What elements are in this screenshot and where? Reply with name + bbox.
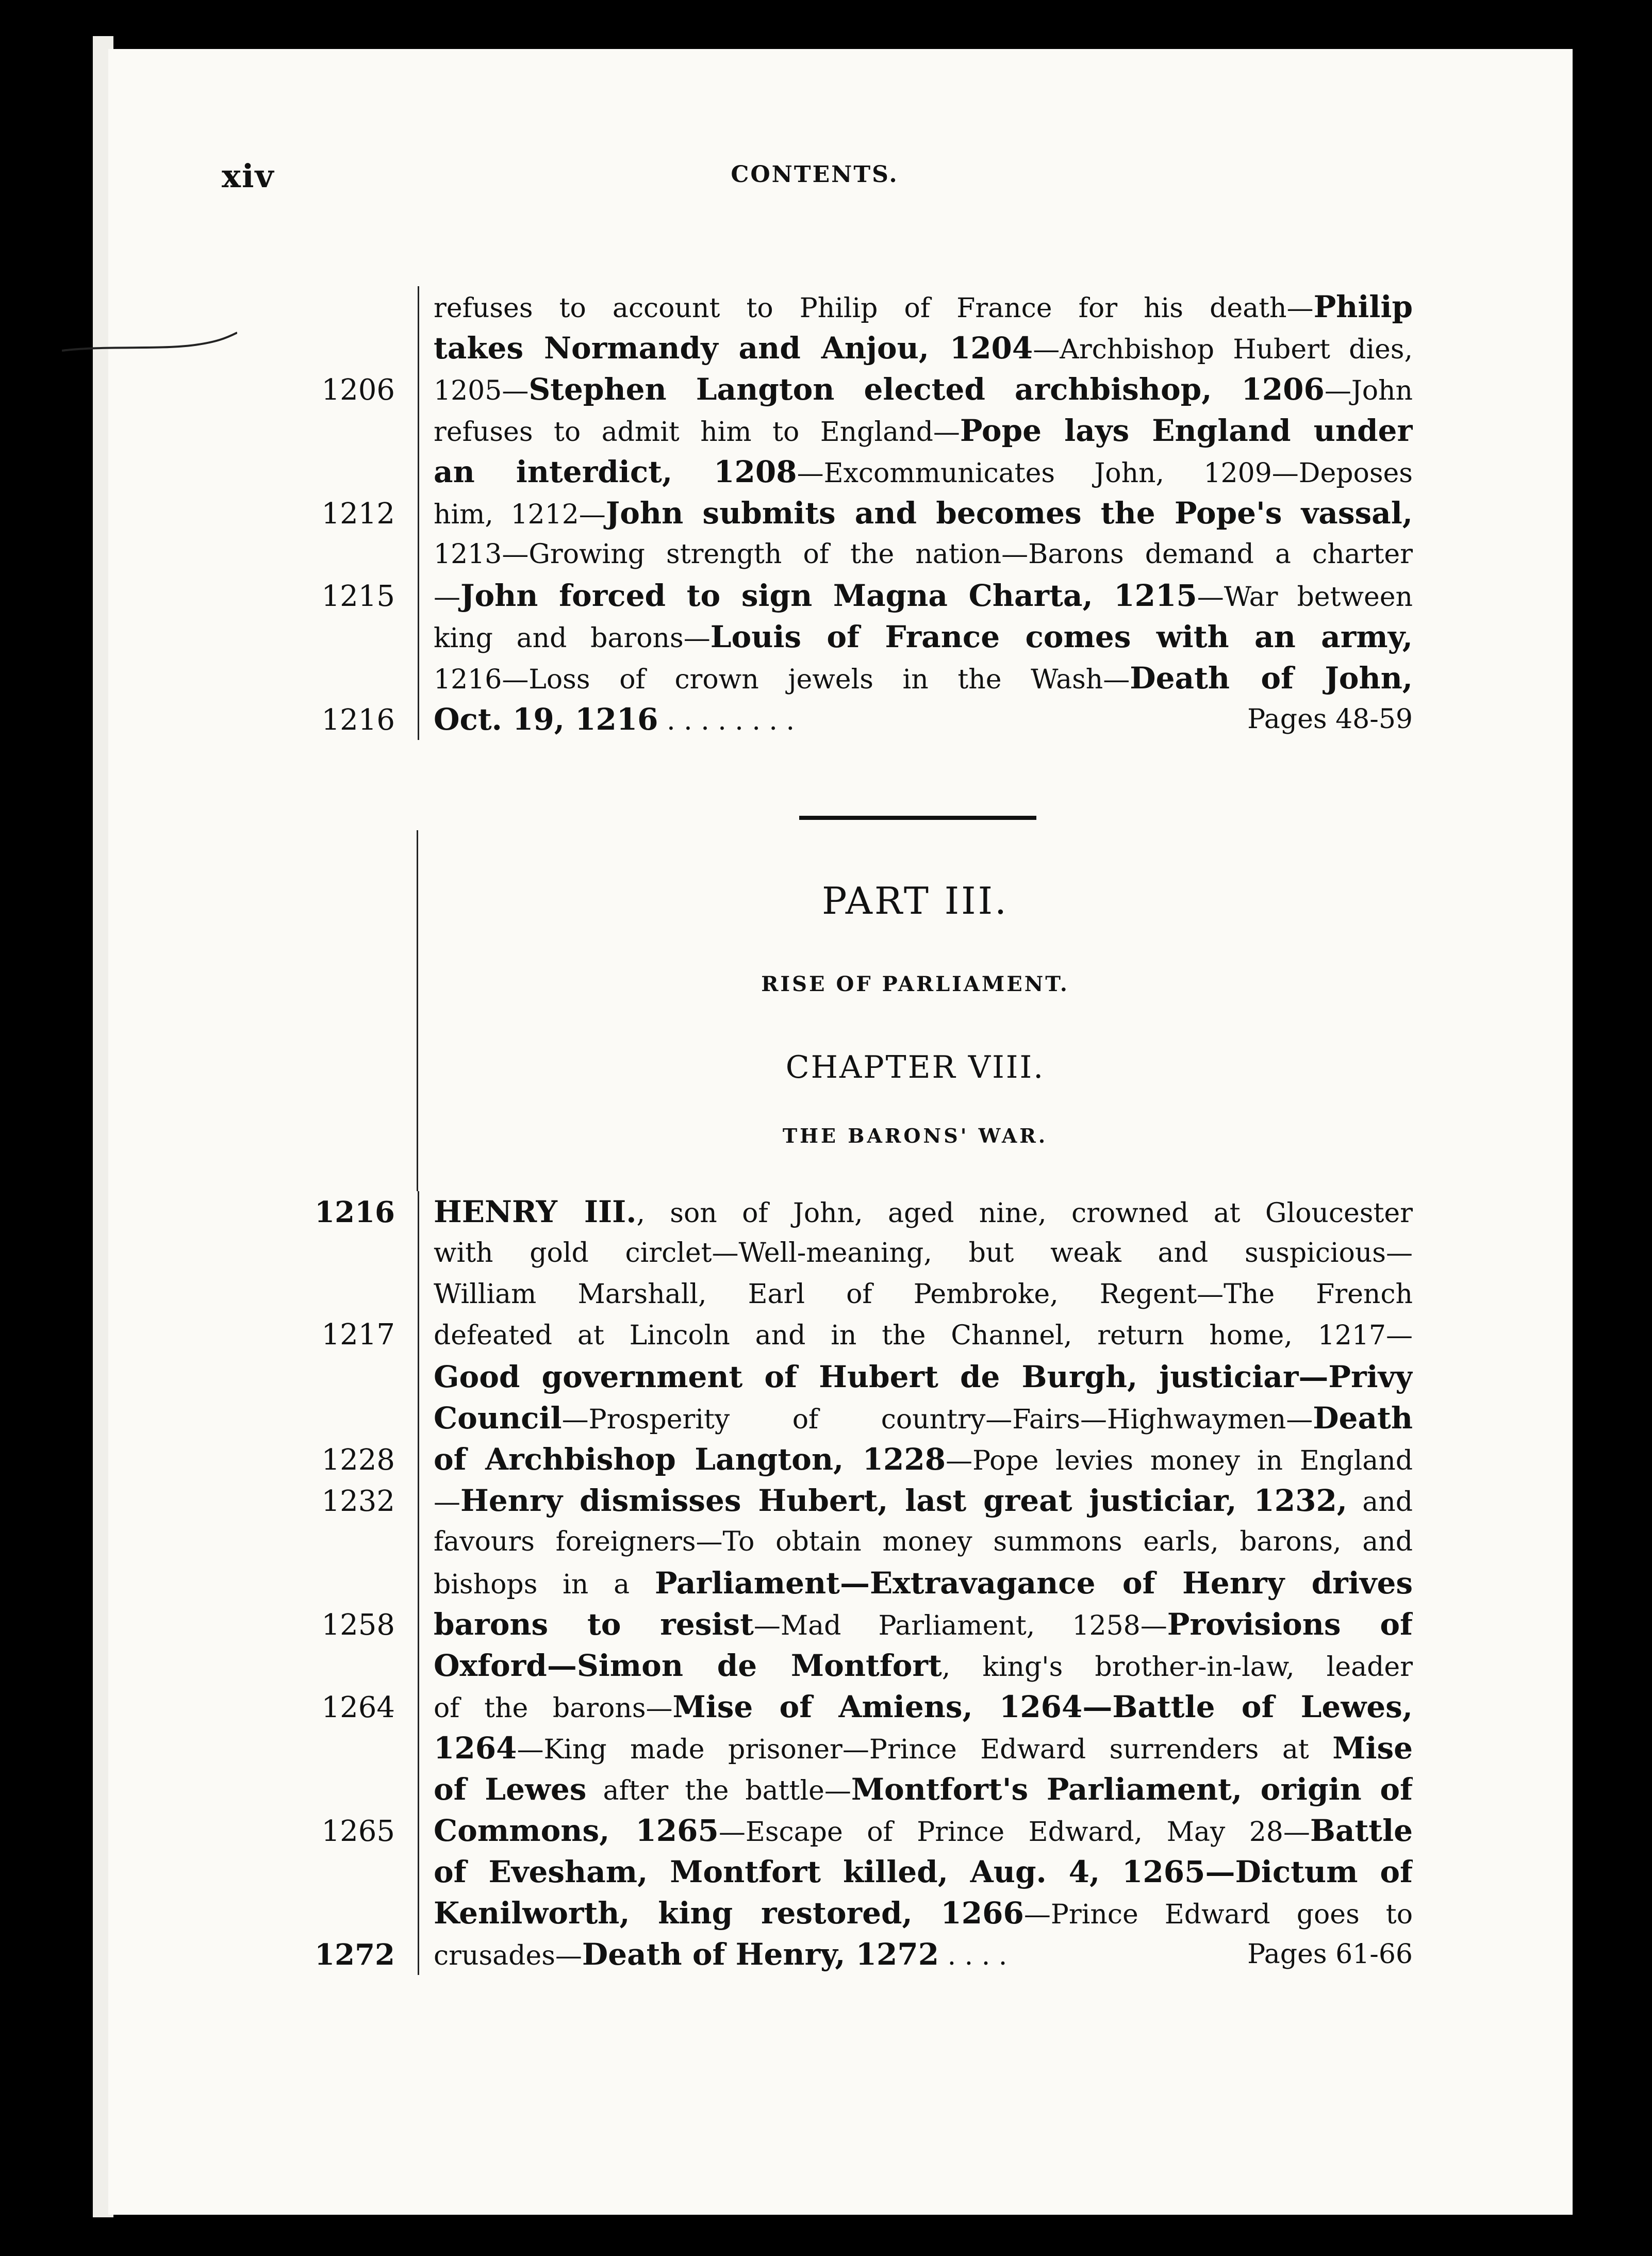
contents-row — [222, 616, 1413, 657]
bold-text: Kenilworth, king restored, 1266 — [434, 1896, 1024, 1931]
contents-row — [222, 1397, 1413, 1439]
text: — — [434, 1487, 460, 1518]
summary-line — [418, 1191, 1413, 1232]
contents-row — [222, 1315, 1413, 1356]
summary-line — [418, 1810, 1413, 1851]
page-range: Pages 61-66 — [1247, 1939, 1413, 1970]
contents-row — [222, 1727, 1413, 1769]
text: 1213—Growing strength of the nation—Barons demand a charter — [434, 539, 1413, 570]
contents-row — [222, 1521, 1413, 1562]
contents-row — [222, 327, 1413, 369]
summary-line — [418, 369, 1413, 410]
summary-line — [418, 492, 1413, 534]
contents-row — [222, 1356, 1413, 1397]
text: bishops in a — [434, 1569, 655, 1600]
summary-line — [418, 1356, 1413, 1397]
text: 1216—Loss of crown jewels in the Wash— — [434, 664, 1130, 695]
bold-text: of Evesham, Montfort killed, Aug. 4, 1265—Dictum of — [434, 1854, 1413, 1889]
page-number: xiv — [222, 157, 275, 195]
text: favours foreigners—To obtain money summons earls, barons, and — [434, 1526, 1413, 1557]
part-subtitle: RISE OF PARLIAMENT. — [761, 972, 1069, 996]
contents-row — [222, 534, 1413, 575]
summary-line — [418, 1645, 1413, 1686]
contents-row — [222, 1480, 1413, 1521]
text: , son of John, aged nine, crowned at Gloucester — [636, 1198, 1413, 1229]
contents-row — [222, 1851, 1413, 1892]
text: . . . . . . . . — [658, 705, 795, 736]
part-title: PART III. — [822, 879, 1009, 923]
margin-year: 1232 — [321, 1485, 395, 1518]
text: refuses to admit him to England— — [434, 417, 960, 448]
summary-line — [418, 286, 1413, 327]
bold-text: 1264 — [434, 1731, 517, 1766]
bold-text: Stephen Langton elected archbishop, 1206 — [528, 372, 1325, 407]
contents-row — [222, 451, 1413, 492]
summary-line — [418, 410, 1413, 451]
bold-text: HENRY III. — [434, 1194, 637, 1229]
chapter-viii-summary — [222, 1191, 1413, 1975]
page-header — [222, 157, 1408, 199]
summary-line — [418, 327, 1413, 369]
bold-text: of Archbishop Langton, 1228 — [434, 1442, 946, 1477]
text: him, 1212— — [434, 499, 606, 530]
margin-pencil-mark — [62, 330, 237, 361]
margin-year: 1215 — [321, 580, 395, 613]
bold-text: Montfort's Parliament, origin of — [851, 1772, 1413, 1807]
text: refuses to account to Philip of France for his death— — [434, 293, 1314, 324]
contents-row — [222, 1934, 1413, 1975]
bold-text: Provisions of — [1167, 1607, 1413, 1642]
summary-line — [418, 534, 1413, 575]
margin-year: 1216 — [315, 1195, 395, 1229]
bold-text: Louis of France comes with an army, — [710, 619, 1413, 654]
contents-row — [222, 1769, 1413, 1810]
margin-year: 1216 — [321, 703, 395, 737]
summary-line — [418, 1480, 1413, 1521]
margin-year: 1264 — [321, 1691, 395, 1724]
margin-year: 1265 — [321, 1815, 395, 1848]
text: after the battle— — [586, 1775, 851, 1806]
bold-text: Oct. 19, 1216 — [434, 702, 658, 737]
margin-year: 1272 — [315, 1938, 395, 1972]
text: —Archbishop Hubert dies, — [1033, 334, 1413, 365]
bold-text: Mise — [1332, 1731, 1413, 1766]
summary-line — [418, 1727, 1413, 1769]
margin-year: 1228 — [321, 1443, 395, 1477]
text: —Mad Parliament, 1258— — [753, 1610, 1167, 1641]
bold-text: Death of John, — [1130, 661, 1413, 696]
text: —John — [1324, 375, 1413, 406]
contents-row — [222, 1191, 1413, 1232]
text: —Excommunicates John, 1209—Deposes — [797, 458, 1413, 489]
summary-line — [418, 575, 1413, 616]
running-head: CONTENTS. — [731, 161, 899, 188]
summary-line — [418, 1851, 1413, 1892]
chapter-subtitle: THE BARONS' WAR. — [782, 1124, 1048, 1147]
text: —War between — [1197, 582, 1413, 613]
text: —King made prisoner—Prince Edward surrenders at — [517, 1734, 1333, 1765]
summary-line — [418, 1521, 1413, 1562]
bold-text: of Lewes — [434, 1772, 587, 1807]
chapter-title: CHAPTER VIII. — [785, 1049, 1045, 1085]
text: —Prosperity of country—Fairs—Highwaymen— — [561, 1404, 1313, 1435]
summary-line — [418, 1315, 1413, 1356]
text: king and barons— — [434, 623, 711, 654]
summary-line — [418, 1274, 1413, 1315]
text: and — [1347, 1487, 1413, 1518]
bold-text: Death — [1313, 1401, 1413, 1436]
bold-text: Battle — [1310, 1813, 1413, 1848]
contents-row — [222, 1232, 1413, 1274]
text: with gold circlet—Well-meaning, but weak and suspicious— — [434, 1238, 1413, 1269]
text: —Pope levies money in England — [946, 1445, 1413, 1476]
section-rule — [799, 816, 1036, 820]
contents-row — [222, 1604, 1413, 1645]
bold-text: barons to resist — [434, 1607, 754, 1642]
chapter-vii-continued — [222, 286, 1413, 740]
text: William Marshall, Earl of Pembroke, Regent—The French — [434, 1279, 1413, 1310]
margin-year: 1217 — [321, 1318, 395, 1352]
bold-text: John submits and becomes the Pope's vassal, — [605, 496, 1413, 531]
text: 1205— — [434, 375, 529, 406]
bold-text: Council — [434, 1401, 562, 1436]
summary-line — [418, 1892, 1413, 1934]
summary-line — [418, 1439, 1413, 1480]
text: —Escape of Prince Edward, May 28— — [718, 1817, 1310, 1848]
summary-line — [418, 699, 1413, 740]
contents-row — [222, 286, 1413, 327]
text: —Prince Edward goes to — [1023, 1899, 1413, 1930]
summary-line — [418, 1686, 1413, 1727]
text: crusades— — [434, 1940, 582, 1971]
bold-text: John forced to sign Magna Charta, 1215 — [460, 578, 1197, 613]
summary-line — [418, 1232, 1413, 1274]
summary-line — [418, 616, 1413, 657]
text: — — [434, 582, 460, 613]
bold-text: Commons, 1265 — [434, 1813, 719, 1848]
summary-line — [418, 1604, 1413, 1645]
margin-year: 1258 — [321, 1608, 395, 1642]
contents-row — [222, 575, 1413, 616]
text: of the barons— — [434, 1693, 673, 1724]
text: , king's brother-in-law, leader — [941, 1652, 1413, 1683]
contents-row — [222, 1274, 1413, 1315]
bold-text: Parliament—Extravagance of Henry drives — [654, 1566, 1413, 1601]
summary-line — [418, 1769, 1413, 1810]
contents-row — [222, 410, 1413, 451]
contents-row — [222, 699, 1413, 740]
bold-text: Mise of Amiens, 1264—Battle of Lewes, — [672, 1689, 1413, 1724]
contents-row — [222, 1645, 1413, 1686]
contents-row — [222, 1686, 1413, 1727]
bold-text: Oxford—Simon de Montfort — [434, 1648, 942, 1683]
contents-row — [222, 657, 1413, 699]
margin-year: 1212 — [321, 497, 395, 531]
contents-row — [222, 1439, 1413, 1480]
text: . . . . — [939, 1940, 1007, 1971]
contents-row — [222, 1562, 1413, 1604]
contents-row — [222, 492, 1413, 534]
contents-row — [222, 1810, 1413, 1851]
page-range: Pages 48-59 — [1247, 704, 1413, 735]
summary-line — [418, 657, 1413, 699]
bold-text: an interdict, 1208 — [434, 454, 797, 489]
contents-row — [222, 369, 1413, 410]
summary-line — [418, 451, 1413, 492]
text: defeated at Lincoln and in the Channel, return home, 1217— — [434, 1320, 1413, 1351]
bold-text: Good government of Hubert de Burgh, justiciar—Privy — [434, 1359, 1413, 1394]
bold-text: Philip — [1313, 289, 1413, 324]
contents-row — [222, 1892, 1413, 1934]
bold-text: takes Normandy and Anjou, 1204 — [434, 331, 1033, 366]
bold-text: Pope lays England under — [960, 413, 1413, 448]
bold-text: Death of Henry, 1272 — [582, 1937, 939, 1972]
summary-line — [418, 1934, 1413, 1975]
bold-text: Henry dismisses Hubert, last great justiciar, 1232, — [460, 1483, 1347, 1518]
margin-year: 1206 — [321, 373, 395, 407]
summary-line — [418, 1562, 1413, 1604]
summary-line — [418, 1397, 1413, 1439]
